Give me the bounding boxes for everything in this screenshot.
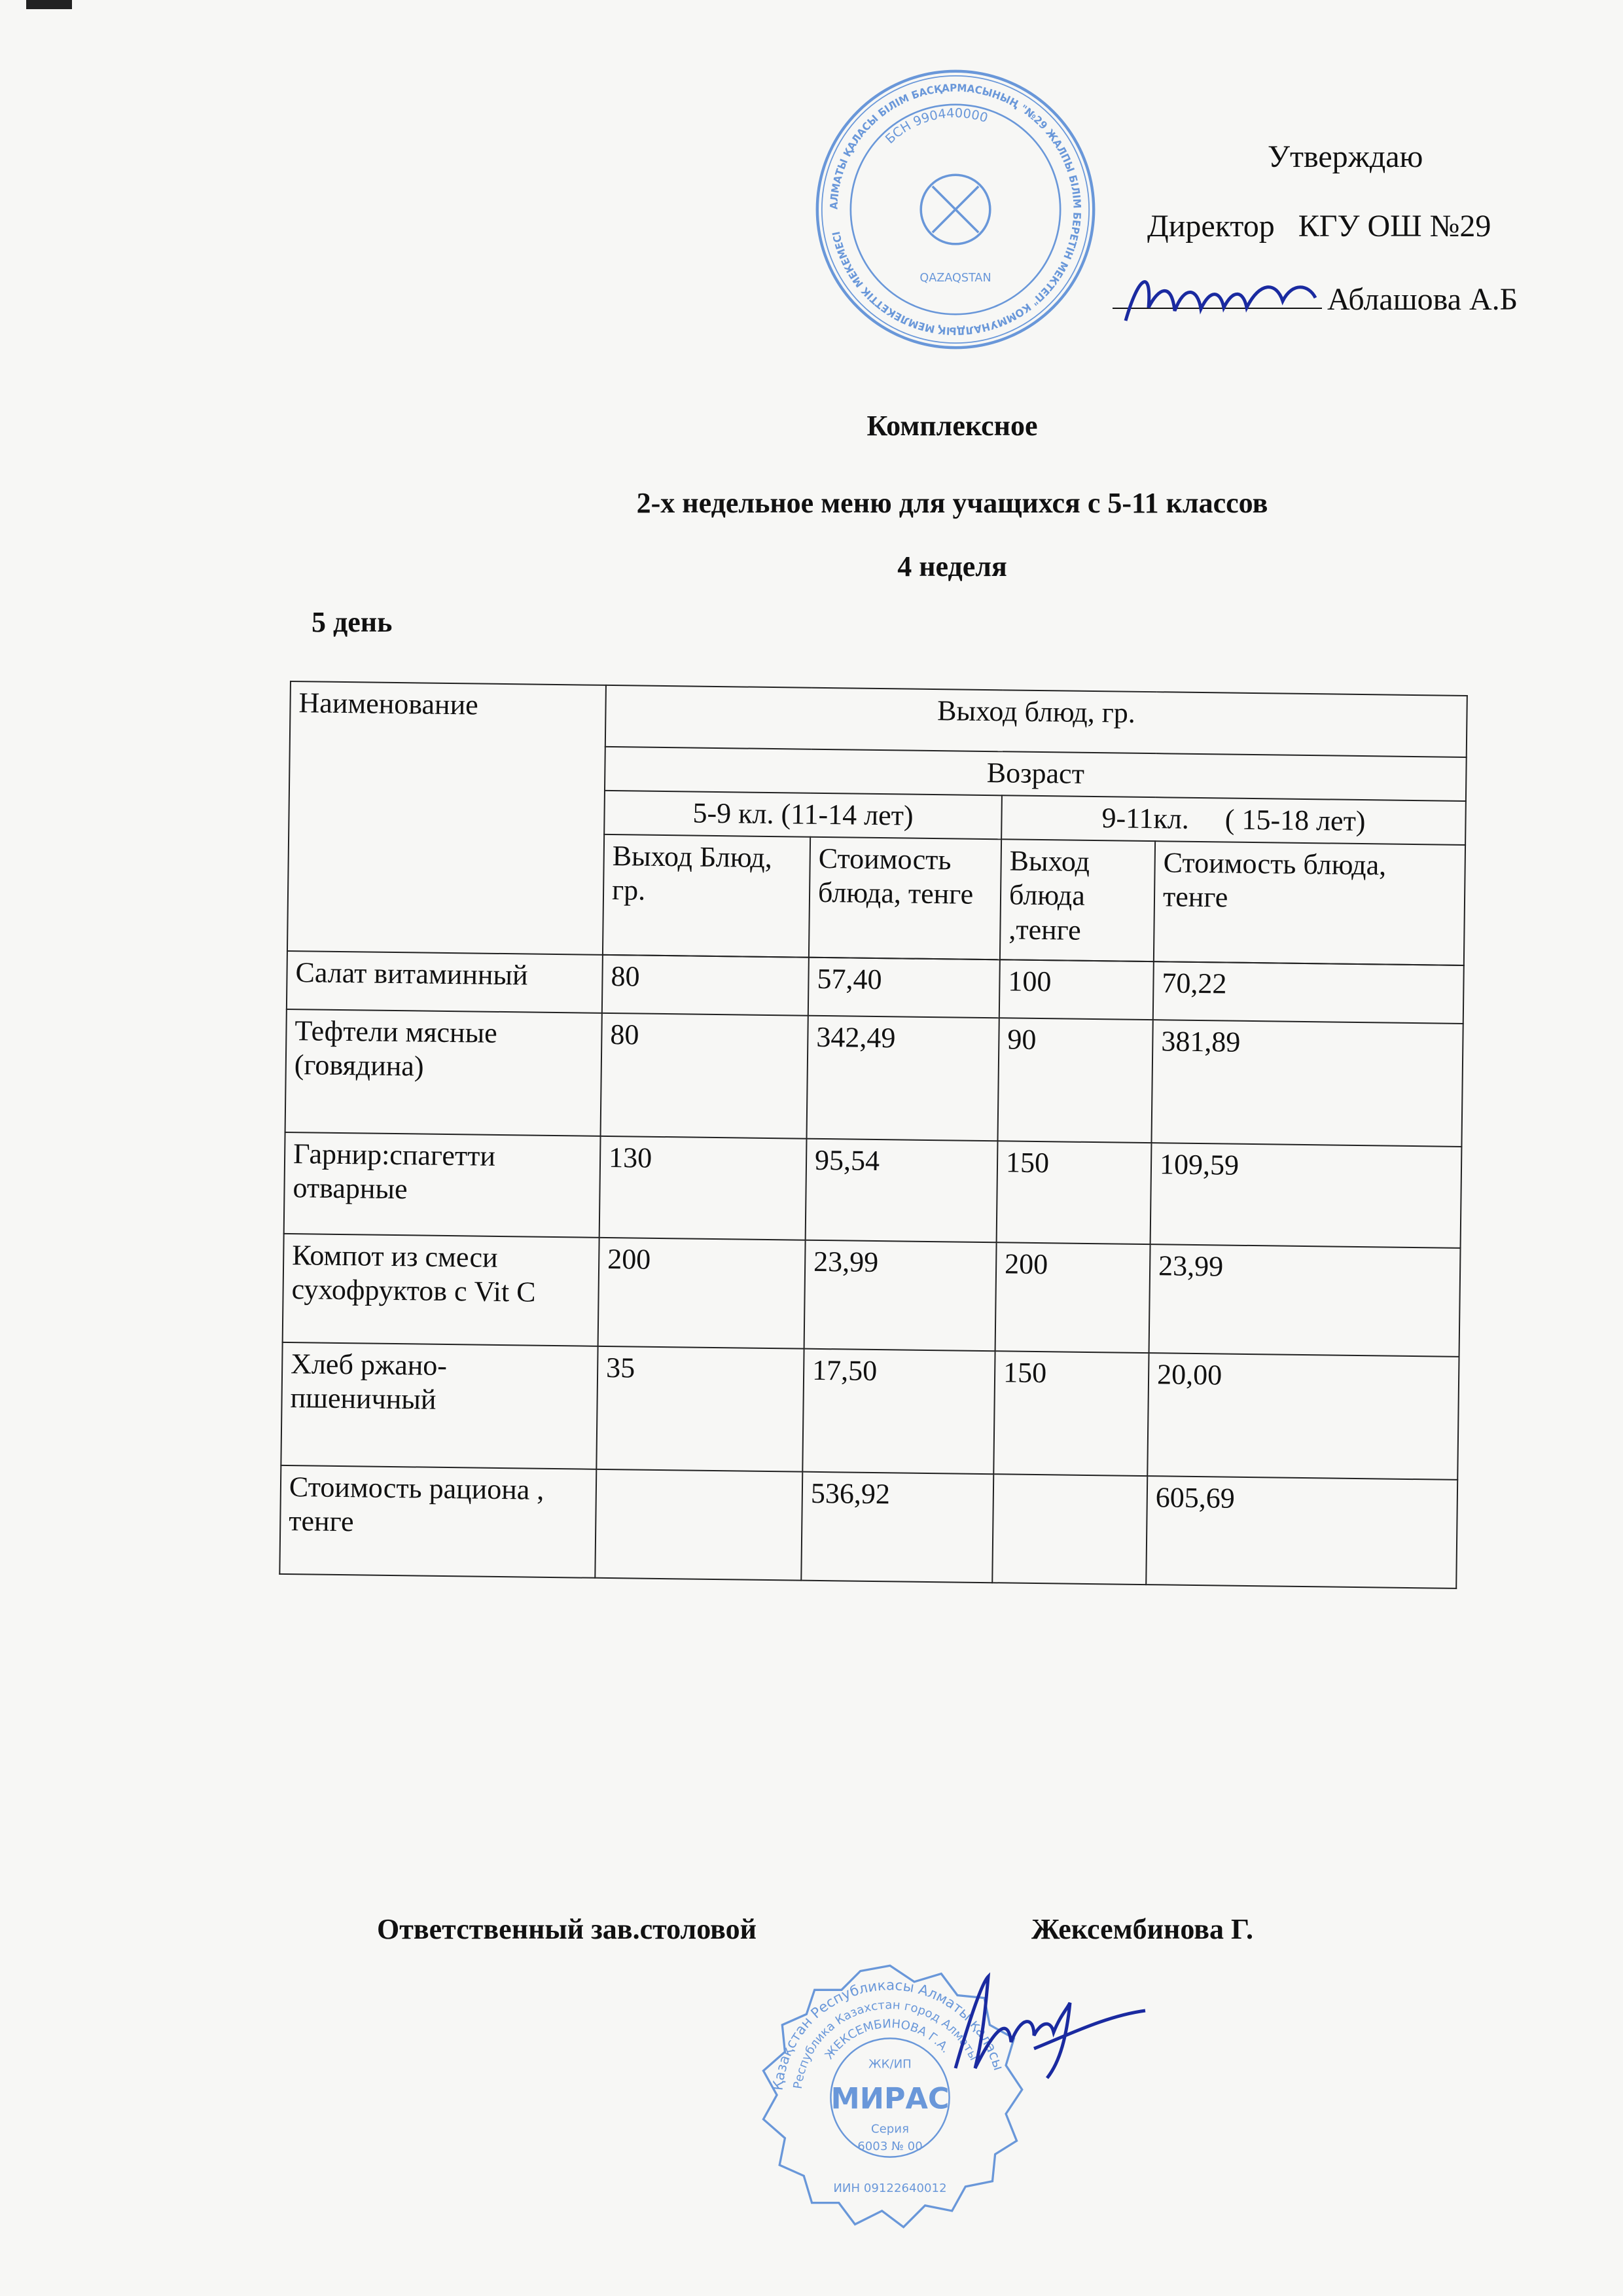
yield-9-11: 200 [995,1242,1150,1353]
school-stamp-center: QAZAQSTAN [919,272,991,285]
approver-name: Аблашова А.Б [1327,282,1518,317]
yield-9-11 [992,1474,1147,1585]
cost-5-9: 57,40 [808,957,1000,1018]
dish-name: Хлеб ржано-пшеничный [281,1342,597,1469]
cost-5-9: 342,49 [807,1015,999,1141]
scan-edge-mark [26,0,72,9]
responsible-name: Жексембинова Г. [1031,1913,1254,1945]
table-row [285,1009,1463,1147]
cost-9-11: 605,69 [1146,1476,1457,1588]
school-stamp-ring-text: АЛМАТЫ ҚАЛАСЫ БІЛІМ БАСҚАРМАСЫНЫҢ "№29 ЖАЛПЫ БІЛІМ БЕРЕТІН МЕКТЕП" КОММУНАЛДЫҚ МЕМЛЕКЕТТІК МЕКЕМЕСІ [827,81,1084,338]
table-row [283,1234,1461,1357]
school-stamp-bin: БСН 990440000 [882,105,990,147]
header-name: Наименование [287,681,606,954]
director-signature [1113,262,1335,334]
yield-5-9: 80 [602,954,809,1015]
cost-9-11: 109,59 [1150,1143,1462,1248]
cost-9-11: 381,89 [1151,1020,1463,1147]
ip-stamp-series: Серия [871,2122,909,2136]
yield-5-9: 200 [598,1237,806,1348]
cost-9-11: 70,22 [1153,961,1464,1024]
header-yield: Выход блюд, гр. [605,685,1467,757]
header-cost-2: Стоимость блюда, тенге [1154,841,1465,965]
yield-5-9: 35 [596,1346,804,1471]
header-yield-1: Выход Блюд, гр. [603,834,810,957]
cost-9-11: 20,00 [1147,1353,1459,1480]
yield-5-9: 80 [601,1013,808,1138]
dish-name: Тефтели мясные (говядина) [285,1009,602,1136]
ip-stamp-ring: Қазақстан Республикасы Алматы қаласы [770,1977,1007,2092]
day-label: 5 день [312,606,393,638]
ip-stamp-type: ЖК/ИП [868,2057,912,2072]
yield-9-11: 90 [997,1018,1152,1143]
doc-subtitle: 2-х недельное меню для учащихся с 5-11 классов [636,487,1268,519]
table-row [281,1342,1459,1480]
header-group-9-11: 9-11кл. ( 15-18 лет) [1001,795,1466,844]
cost-9-11: 23,99 [1149,1244,1461,1357]
ip-stamp-center: МИРАС [830,2082,950,2116]
yield-5-9 [595,1469,802,1580]
responsible-role: Ответственный зав.столовой [377,1913,757,1945]
cost-5-9: 536,92 [801,1471,993,1583]
week-label: 4 неделя [897,550,1007,583]
cost-5-9: 17,50 [802,1348,995,1474]
header-cost-1: Стоимость блюда, тенге [809,836,1001,960]
yield-5-9: 130 [599,1136,807,1240]
responsible-signature [936,1964,1152,2081]
cost-5-9: 95,54 [806,1138,998,1242]
approver-position: Директор КГУ ОШ №29 [1147,209,1491,243]
dish-name: Компот из смеси сухофруктов с Vit C [283,1234,599,1346]
doc-title: Комплексное [866,410,1038,442]
dish-name: Стоимость рациона , тенге [279,1465,596,1578]
header-yield-2: Выход блюда ,тенге [1000,839,1155,961]
ip-stamp-ring2: Республика Казахстан город Алматы [791,1998,981,2090]
ip-stamp-name: ЖЕКСЕМБИНОВА Г.А. [822,2017,953,2062]
header-age: Возраст [605,747,1467,801]
school-seal-stamp [812,65,1099,353]
ip-stamp-iin: ИИН 09122640012 [833,2181,947,2196]
ip-stamp-number: 6003 № 00 [857,2139,923,2153]
svg-text:БСН 990440000 [882,105,990,147]
dish-name: Гарнир:спагетти отварные [284,1132,601,1238]
yield-9-11: 150 [997,1141,1152,1244]
yield-9-11: 100 [999,960,1154,1020]
cost-5-9: 23,99 [804,1240,997,1351]
table-row-total [279,1465,1457,1588]
table-row [284,1132,1462,1248]
header-group-5-9: 5-9 кл. (11-14 лет) [604,791,1002,839]
yield-9-11: 150 [993,1351,1149,1476]
menu-table [279,681,1468,1588]
approve-label: Утверждаю [1268,139,1423,174]
dish-name: Салат витаминный [287,951,603,1013]
